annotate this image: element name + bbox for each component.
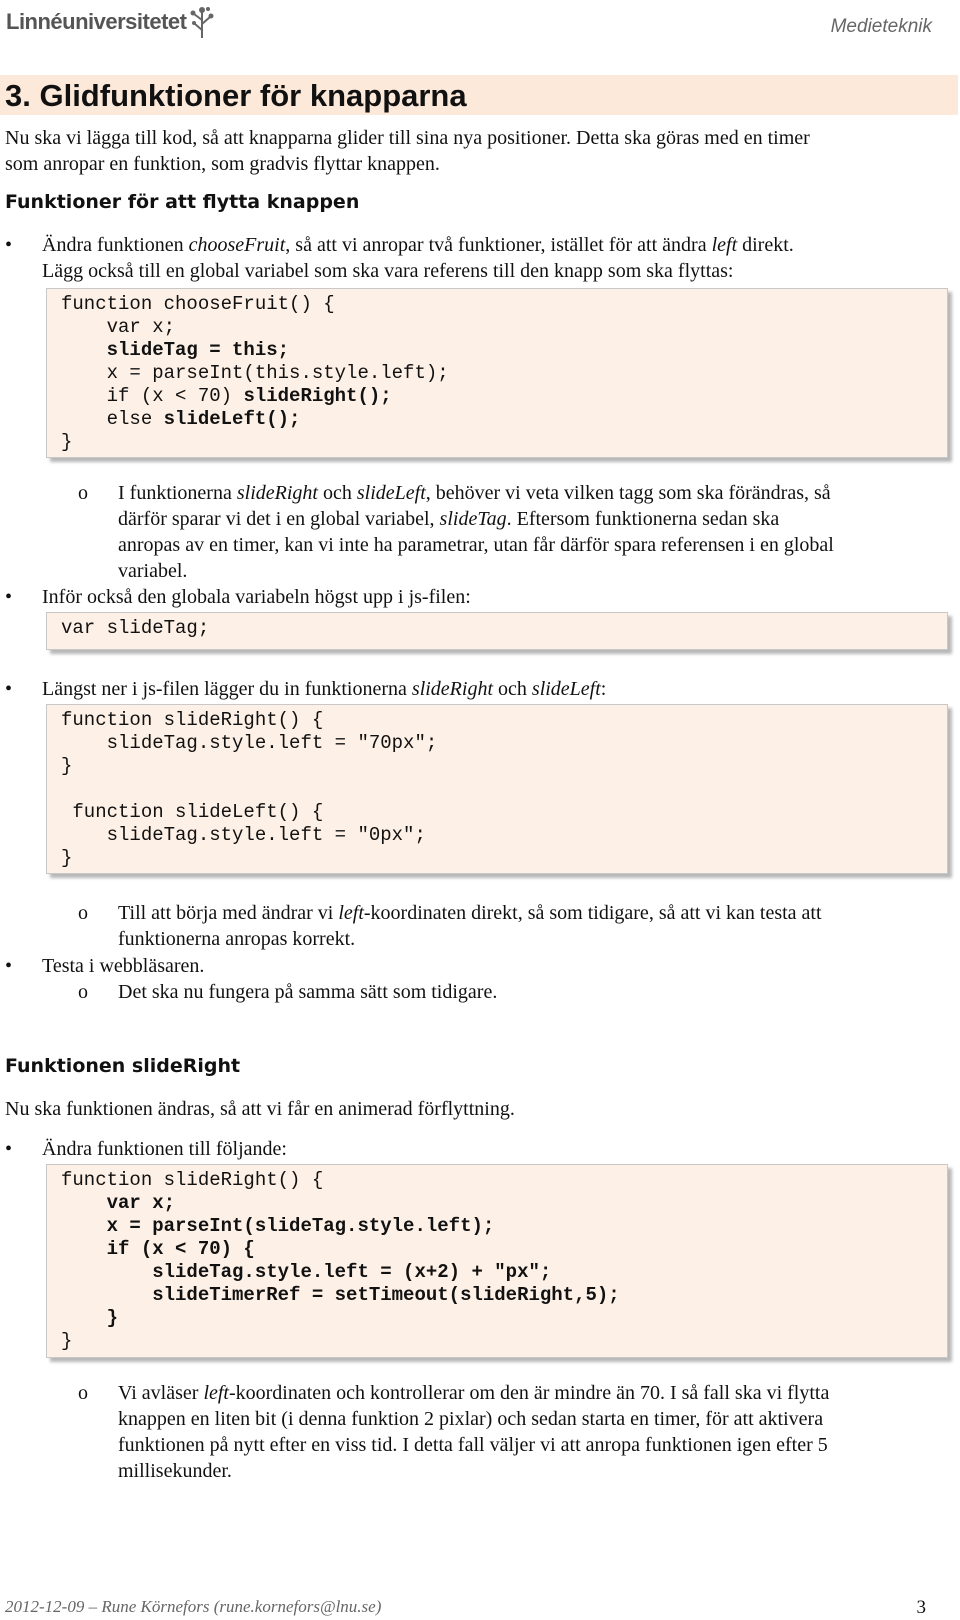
note-same-behaviour: Det ska nu fungera på samma sätt som tidigare.	[118, 981, 498, 1003]
section-title: 3. Glidfunktioner för knapparna	[5, 78, 467, 113]
intro-line-1: Nu ska vi lägga till kod, så att knapparna glider till sina nya positioner. Detta ska göras med en timer	[5, 127, 810, 149]
footer-author-date: 2012-12-09 – Rune Körnefors (rune.kornefors@lnu.se)	[5, 1597, 382, 1616]
code-slide-functions: function slideRight() { slideTag.style.left = "70px"; } function slideLeft() { slideTag.style.left = "0px"; }	[61, 709, 438, 869]
subheading-move-functions: Funktioner för att flytta knappen	[5, 191, 360, 213]
bullet-marker: •	[5, 1138, 13, 1160]
bullet-marker: •	[5, 586, 13, 608]
code-global-var: var slideTag;	[61, 617, 210, 639]
code-block-choosefruit	[46, 288, 948, 458]
sub-marker: o	[78, 482, 88, 504]
sub-marker: o	[78, 981, 88, 1003]
subheading-slideright: Funktionen slideRight	[5, 1055, 241, 1077]
bullet-marker: •	[5, 234, 13, 256]
slideright-intro: Nu ska funktionen ändras, så att vi får en animerad förflyttning.	[5, 1098, 515, 1120]
note-left-coordinate-line2: funktionerna anropas korrekt.	[118, 928, 356, 950]
bullet-choosefruit: Ändra funktionen chooseFruit, så att vi anropar två funktioner, istället för att ändra left direkt.	[42, 234, 794, 256]
note-slidetag-line1: I funktionerna slideRight och slideLeft, behöver vi veta vilken tagg som ska förändras, så	[118, 482, 831, 504]
code-block-global-var	[46, 612, 948, 650]
sub-marker: o	[78, 902, 88, 924]
university-logo	[6, 6, 214, 38]
course-name: Medieteknik	[830, 16, 932, 37]
tree-logo-icon	[190, 6, 214, 38]
bullet-change-function: Ändra funktionen till följande:	[42, 1138, 287, 1160]
note-slideright-line1: Vi avläser left-koordinaten och kontrollerar om den är mindre än 70. I så fall ska vi flytta	[118, 1382, 830, 1404]
note-slidetag-line2: därför sparar vi det i en global variabel, slideTag. Eftersom funktionerna sedan ska	[118, 508, 780, 530]
note-slideright-line4: millisekunder.	[118, 1460, 232, 1482]
note-left-coordinate-line1: Till att börja med ändrar vi left-koordinaten direkt, så som tidigare, så att vi kan testa att	[118, 902, 822, 924]
code-slideright: function slideRight() { var x; x = parseInt(slideTag.style.left); if (x < 70) { slideTag.style.left = (x+2) + "px"; slideTimerRef = setTimeout(slideRight,5); } }	[61, 1169, 620, 1352]
bullet-test-browser: Testa i webbläsaren.	[42, 955, 205, 977]
bullet-marker: •	[5, 678, 13, 700]
bullet-add-functions: Längst ner i js-filen lägger du in funktionerna slideRight och slideLeft:	[42, 678, 607, 700]
bullet-marker: •	[5, 955, 13, 977]
bullet-choosefruit-line2: Lägg också till en global variabel som ska vara referens till den knapp som ska flyttas:	[42, 260, 734, 282]
note-slideright-line3: funktionen på nytt efter en viss tid. I detta fall väljer vi att anropa funktionen igen efter 5	[118, 1434, 828, 1456]
logo-text: Linnéuniversitetet	[6, 9, 187, 34]
note-slidetag-line3: anropas av en timer, kan vi inte ha parametrar, utan får därför spara referensen i en global	[118, 534, 834, 556]
page-number: 3	[916, 1597, 926, 1618]
bullet-global-variable: Inför också den globala variabeln högst upp i js-filen:	[42, 586, 471, 608]
code-block-slide-functions	[46, 704, 948, 874]
note-slideright-line2: knappen en liten bit (i denna funktion 2 pixlar) och sedan starta en timer, för att aktivera	[118, 1408, 824, 1430]
intro-line-2: som anropar en funktion, som gradvis flyttar knappen.	[5, 153, 440, 175]
sub-marker: o	[78, 1382, 88, 1404]
code-block-slideright	[46, 1164, 948, 1358]
code-choosefruit: function chooseFruit() { var x; slideTag = this; x = parseInt(this.style.left); if (x < 70) slideRight(); else slideLeft(); }	[61, 293, 449, 453]
note-slidetag-line4: variabel.	[118, 560, 188, 582]
